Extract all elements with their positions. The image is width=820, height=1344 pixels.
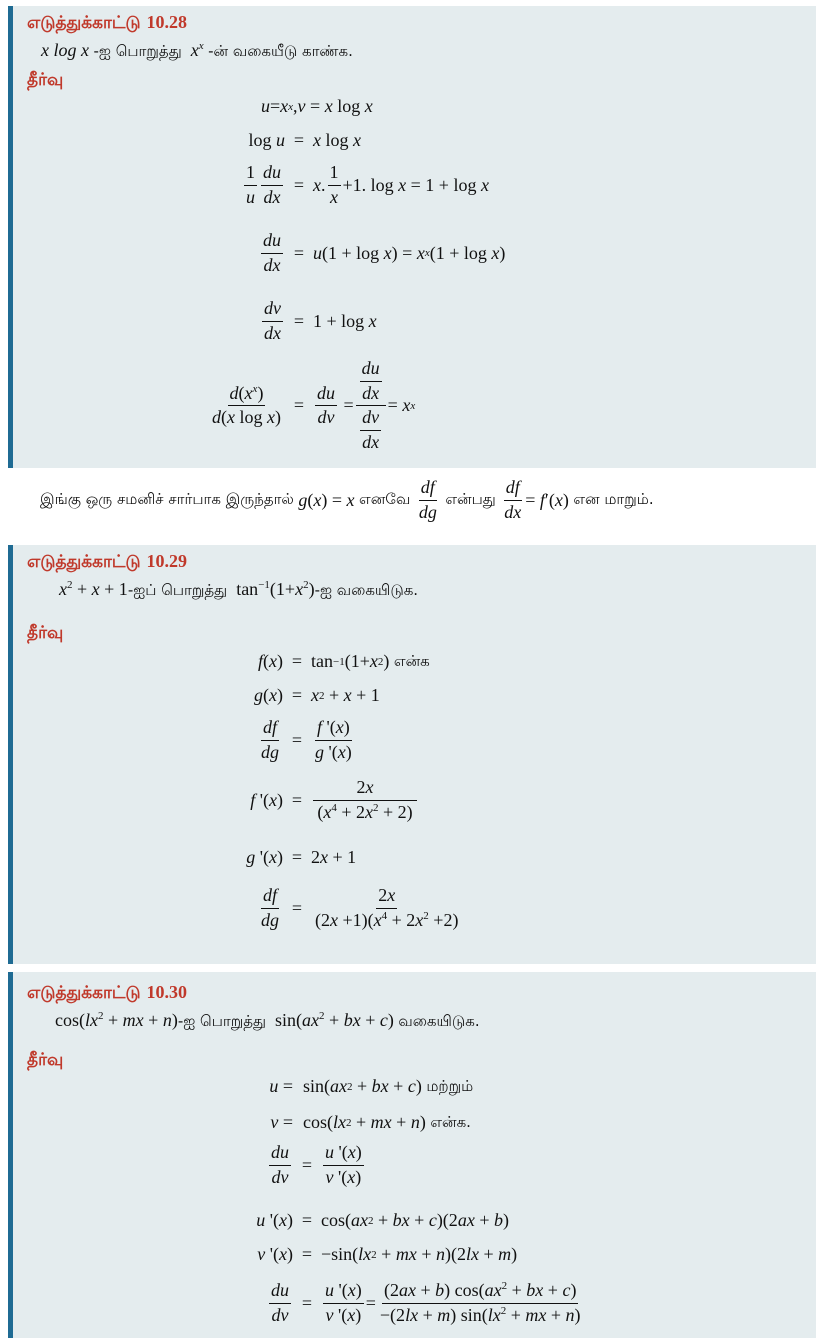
equation-line: v = cos( lx 2 + mx + n ) என்க. xyxy=(270,1112,471,1132)
equation-line: $\frac{dv}{dx}$ = 1 + log x xyxy=(264,298,377,343)
note-line: இங்கு ஒரு சமனிச் சார்பாக இருந்தால் g ( x ) = x எனவே $\frac{df}{dg}$ என்பது $\frac{df}{dx}$ = f ′( x ) என மாறும். xyxy=(40,477,654,522)
example-10-28-box xyxy=(8,6,816,468)
example-title: எடுத்துக்காட்டு 10.28 xyxy=(27,12,188,33)
equation-line: $\frac{df}{dg}$ = $\frac{2x}{(2x +1)(x^4 + 2x^2 +2)}$ xyxy=(261,885,459,930)
equation-line: g ( x ) = x 2 + x + 1 xyxy=(254,685,380,705)
equation-line: g '( x ) = 2 x + 1 xyxy=(246,847,357,867)
equation-line: $\frac{1}{u}$ $\frac{du}{dx}$ = x . $\frac{1}{x}$ +1. log x = 1 + log x xyxy=(246,162,489,207)
example-title: எடுத்துக்காட்டு 10.30 xyxy=(27,982,188,1003)
equation-line: v '( x ) = −sin( lx 2 + mx + n )(2 lx + m ) xyxy=(257,1244,518,1264)
equation-line: $\frac{df}{dg}$ = $\frac{f '(x)}{g '(x)}$ xyxy=(261,717,352,762)
equation-line: $\frac{du}{dx}$ = u (1 + log x ) = x x (1 + log x ) xyxy=(263,230,506,275)
equation-line: u = x x , v = x log x xyxy=(261,96,373,116)
example-title: எடுத்துக்காட்டு 10.29 xyxy=(27,551,188,572)
equation-line: $\frac{du}{dv}$ = $\frac{u '(x)}{v '(x)}$ xyxy=(271,1142,362,1187)
example-statement: $\cos(lx^2$ + mx + n)-ஐ பொறுத்து $\sin(ax^2$ + bx + c) வகையிடுக. xyxy=(55,1010,480,1030)
equation-line: log u = x log x xyxy=(248,130,362,150)
example-10-30-box xyxy=(8,972,816,1338)
solution-label: தீர்வு xyxy=(27,1050,64,1070)
example-statement: x log x -ஐ பொறுத்து $x^x$ -ன் வகையீடு காண்க. xyxy=(41,40,353,60)
solution-label: தீர்வு xyxy=(27,623,64,643)
equation-line: $\frac{du}{dv}$ = $\frac{u '(x)}{v '(x)}$ = $\frac{(2ax + b) \cos(ax^2 + bx + c)}{-(2lx + m) \sin(lx^2 + mx + n)}$ xyxy=(271,1280,581,1325)
equation-line: u '( x ) = cos( ax 2 + bx + c )(2 ax + b ) xyxy=(256,1210,509,1230)
equation-line: f '( x ) = $\frac{2x}{(x^4 + 2x^2 + 2)}$ xyxy=(193,777,419,823)
example-statement: $x^2 + x$ + 1-ஐப் பொறுத்து $\tan^{-1}(1+x^2)-ஐ$ வகையிடுக. xyxy=(59,579,419,599)
equation-line: f ( x ) = tan −1 (1+ x 2 ) என்க xyxy=(257,651,430,671)
equation-line: u = sin( ax 2 + bx + c ) மற்றும் xyxy=(269,1076,474,1096)
example-10-29-box xyxy=(8,545,816,964)
equation-line: $\frac{d(x^x)}{\text{d(x log x)}}$ = $\frac{du}{dv}$ = $\frac{\frac{du}{dx}}{\frac{dv}{dx}}$ = x x xyxy=(211,358,416,452)
solution-label: தீர்வு xyxy=(27,70,64,90)
